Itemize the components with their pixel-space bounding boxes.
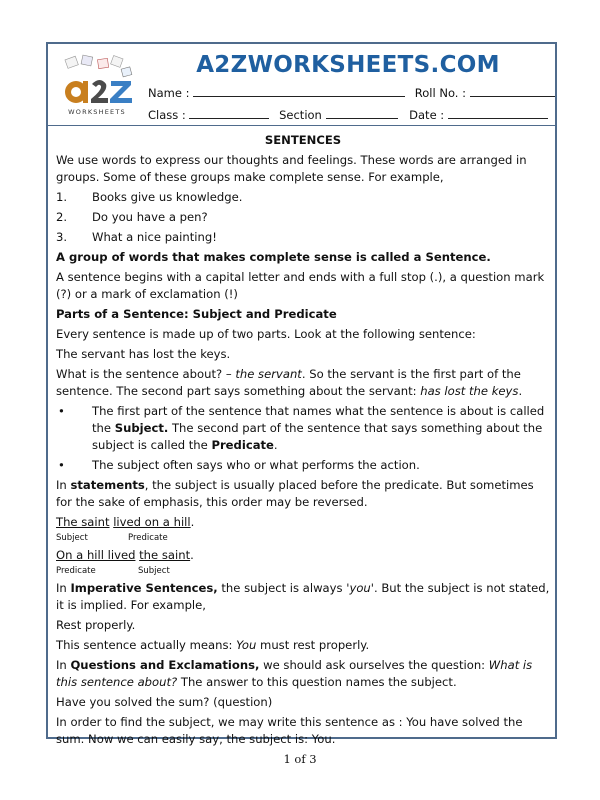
parts-heading: Parts of a Sentence: Subject and Predicate bbox=[56, 307, 337, 321]
capital-rule: A sentence begins with a capital letter and ends with a full stop (.), a question mark (?) or a mark of exclamation (!) bbox=[56, 270, 545, 301]
rest-example: Rest properly. bbox=[56, 618, 136, 632]
class-field[interactable] bbox=[189, 110, 269, 119]
worksheet-frame bbox=[46, 42, 557, 746]
saint-labels-2: Predicate Subject bbox=[56, 566, 170, 576]
example-number: 2. bbox=[56, 210, 68, 224]
bullet-item bbox=[56, 403, 550, 454]
logo-word: WORKSHEETS bbox=[68, 108, 126, 116]
example-sentence: The servant has lost the keys. bbox=[56, 347, 231, 361]
name-label: Name : bbox=[148, 86, 190, 100]
means-paragraph: This sentence actually means: You must rest properly. bbox=[56, 638, 370, 652]
class-section-date-row bbox=[148, 108, 548, 122]
bullet-icon: • bbox=[58, 458, 65, 472]
roll-label: Roll No. : bbox=[414, 86, 466, 100]
name-field[interactable] bbox=[193, 88, 405, 97]
a2z-logo bbox=[56, 54, 138, 120]
parts-intro: Every sentence is made up of two parts. Look at the following sentence: bbox=[56, 327, 476, 341]
order-paragraph: In order to find the subject, we may write this sentence as : You have solved the sum. Now we can easily say, the subject is: You. bbox=[56, 715, 523, 746]
example-item bbox=[56, 229, 550, 246]
worksheet-header bbox=[48, 44, 555, 126]
sentence-definition: A group of words that makes complete sense is called a Sentence. bbox=[56, 250, 491, 264]
statements-paragraph: In statements, the subject is usually placed before the predicate. But sometimes for the sake of emphasis, this order may be reversed. bbox=[56, 478, 534, 509]
bullet-text: The first part of the sentence that names what the sentence is about is called the Subject. The second part of the sentence that says something about the subject is called the Predicate. bbox=[92, 404, 545, 452]
page-number: 1 of 3 bbox=[283, 752, 317, 766]
example-text: Books give us knowledge. bbox=[92, 190, 243, 204]
bullet-item bbox=[56, 457, 550, 474]
class-label: Class : bbox=[148, 108, 186, 122]
section-field[interactable] bbox=[326, 110, 398, 119]
bullet-text: The subject often says who or what performs the action. bbox=[92, 458, 420, 472]
worksheet-title: SENTENCES bbox=[264, 133, 342, 147]
example-text: Do you have a pen? bbox=[92, 210, 208, 224]
date-field[interactable] bbox=[448, 110, 548, 119]
questions-paragraph: In Questions and Exclamations, we should ask ourselves the question: What is this sentence about? The answer to this question names the subject. bbox=[56, 658, 533, 689]
solved-example: Have you solved the sum? (question) bbox=[56, 695, 273, 709]
example-text: What a nice painting! bbox=[92, 230, 217, 244]
example-item bbox=[56, 209, 550, 226]
imperative-paragraph: In Imperative Sentences, the subject is always 'you'. But the subject is not stated, it is implied. For example, bbox=[56, 581, 550, 612]
saint-sentence-2: On a hill lived the saint. bbox=[56, 548, 194, 562]
example-number: 3. bbox=[56, 230, 68, 244]
question-paragraph: What is the sentence about? – the servant. So the servant is the first part of the sentence. The second part says something about the servant: has lost the keys. bbox=[56, 367, 523, 398]
example-number: 1. bbox=[56, 190, 68, 204]
worksheet-body bbox=[56, 132, 550, 751]
roll-field[interactable] bbox=[470, 88, 555, 97]
intro-paragraph: We use words to express our thoughts and feelings. These words are arranged in groups. Some of these groups make complete sense. For example, bbox=[56, 153, 527, 184]
site-title: A2ZWORKSHEETS.COM bbox=[196, 52, 500, 78]
saint-sentence-1: The saint lived on a hill. bbox=[56, 515, 195, 529]
bullet-icon: • bbox=[58, 404, 65, 418]
section-label: Section bbox=[279, 108, 322, 122]
example-item bbox=[56, 189, 550, 206]
saint-labels-1: Subject Predicate bbox=[56, 533, 168, 543]
date-label: Date : bbox=[409, 108, 445, 122]
name-roll-row bbox=[148, 86, 555, 100]
